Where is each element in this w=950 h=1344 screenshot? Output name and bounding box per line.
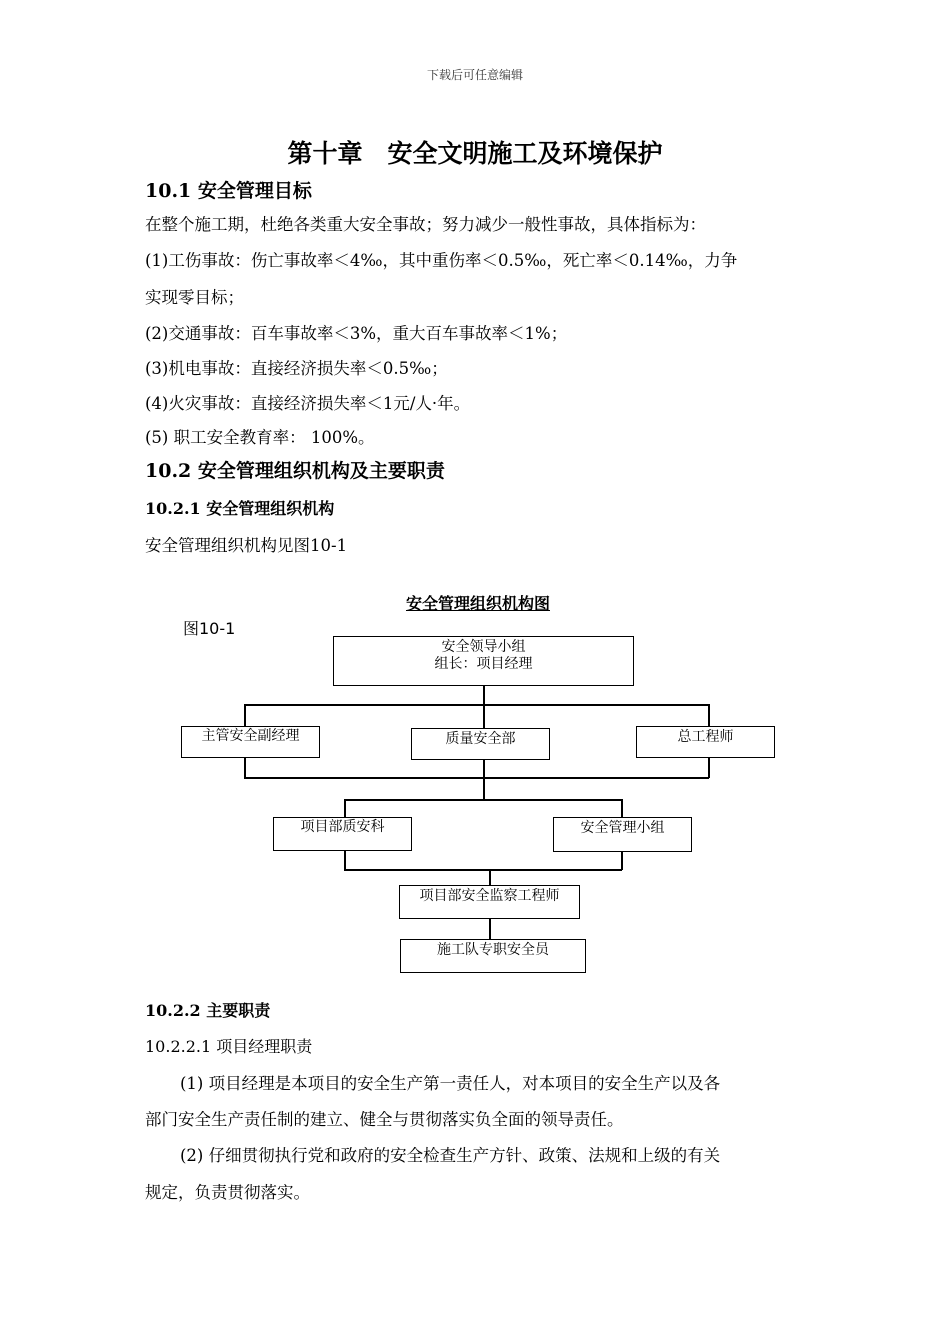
connector-line	[621, 799, 623, 818]
connector-line	[344, 869, 622, 871]
section-10-1-heading: 10.1 安全管理目标	[145, 180, 312, 202]
connector-line	[708, 704, 710, 726]
chapter-title: 第十章 安全文明施工及环境保护	[287, 139, 663, 168]
org-node-quality-dept: 质量安全部	[411, 728, 550, 760]
target-item-1-line-2: 实现零目标；	[145, 288, 244, 307]
org-node-safety-officer: 施工队专职安全员	[400, 939, 586, 973]
duty-para-2-line-2: 规定，负责贯彻落实。	[145, 1183, 310, 1202]
section-10-1-intro: 在整个施工期，杜绝各类重大安全事故；努力减少一般性事故，具体指标为：	[145, 215, 706, 234]
connector-line	[244, 777, 709, 779]
target-item-2: (2)交通事故：百车事故率＜3%，重大百车事故率＜1%；	[145, 324, 568, 343]
connector-line	[344, 799, 346, 818]
org-node-safety-group: 安全管理小组	[553, 817, 692, 852]
org-node-chief-engineer: 总工程师	[636, 726, 775, 758]
connector-line	[489, 869, 491, 886]
target-item-1-line-1: (1)工伤事故：伤亡事故率＜4‰，其中重伤率＜0.5‰，死亡率＜0.14‰，力争	[145, 251, 738, 270]
org-node-supervisor: 项目部安全监察工程师	[399, 885, 580, 919]
connector-line	[483, 704, 485, 728]
connector-line	[708, 758, 710, 778]
connector-line	[483, 686, 485, 705]
connector-line	[344, 851, 346, 870]
connector-line	[483, 760, 485, 800]
connector-line	[489, 919, 491, 940]
connector-line	[244, 704, 709, 706]
org-node-leader-subtitle: 组长：项目经理	[434, 656, 533, 672]
org-node-leader	[333, 636, 634, 686]
connector-line	[244, 704, 246, 727]
duty-para-1-line-2: 部门安全生产责任制的建立、健全与贯彻落实负全面的领导责任。	[145, 1110, 624, 1129]
section-10-2-2-heading: 10.2.2 主要职责	[145, 1001, 271, 1020]
org-chart-title: 安全管理组织机构图	[405, 594, 550, 613]
section-10-2-1-heading: 10.2.1 安全管理组织机构	[145, 499, 335, 518]
org-node-project-qs: 项目部质安科	[273, 817, 412, 851]
section-10-2-2-1-heading: 10.2.2.1 项目经理职责	[145, 1037, 313, 1056]
figure-label: 图10-1	[183, 619, 236, 638]
duty-para-2-line-1: (2) 仔细贯彻执行党和政府的安全检查生产方针、政策、法规和上级的有关	[180, 1146, 721, 1165]
header-note: 下载后可任意编辑	[426, 68, 523, 82]
connector-line	[621, 852, 623, 870]
target-item-4: (4)火灾事故：直接经济损失率＜1元/人·年。	[145, 394, 471, 413]
duty-para-1-line-1: (1) 项目经理是本项目的安全生产第一责任人，对本项目的安全生产以及各	[180, 1074, 721, 1093]
section-10-2-heading: 10.2 安全管理组织机构及主要职责	[145, 460, 445, 482]
target-item-3: (3)机电事故：直接经济损失率＜0.5‰；	[145, 359, 448, 378]
connector-line	[244, 758, 246, 778]
org-node-deputy: 主管安全副经理	[181, 726, 320, 758]
org-node-leader-title: 安全领导小组	[441, 639, 526, 655]
target-item-5: (5) 职工安全教育率： 100%。	[145, 428, 375, 447]
section-10-2-1-text: 安全管理组织机构见图10-1	[145, 536, 348, 555]
connector-line	[344, 799, 622, 801]
